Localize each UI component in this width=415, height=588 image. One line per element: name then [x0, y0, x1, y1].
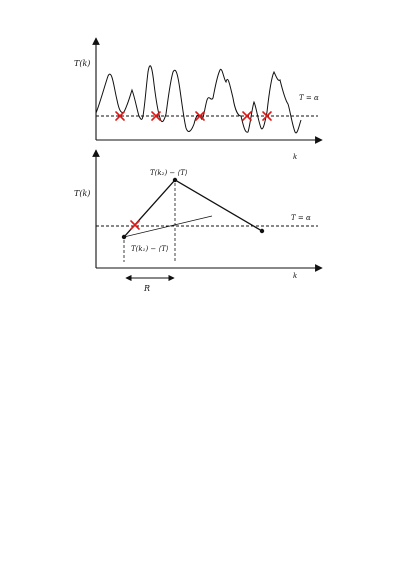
range-label: R	[144, 284, 151, 293]
bottom-threshold-label: T = α	[291, 214, 311, 222]
peak-point	[173, 178, 177, 182]
bottom-panel	[74, 150, 322, 293]
top-y-axis-label: T(k)	[74, 59, 91, 68]
top-signal-curve	[96, 66, 301, 133]
peak-label: T(k₂) − ⟨T⟩	[150, 169, 188, 177]
bottom-crossing-marker	[131, 221, 139, 229]
start-point	[122, 235, 126, 239]
bottom-x-axis-label: k	[293, 272, 298, 280]
top-threshold-label: T = α	[299, 94, 319, 102]
end-point	[260, 229, 264, 233]
valley-label: T(k₁) − ⟨T⟩	[131, 245, 169, 253]
bottom-path	[124, 180, 262, 237]
crossing-marker	[243, 112, 251, 120]
top-panel	[74, 38, 322, 161]
bottom-y-axis-label: T(k)	[74, 189, 91, 198]
top-x-axis-label: k	[293, 153, 298, 161]
